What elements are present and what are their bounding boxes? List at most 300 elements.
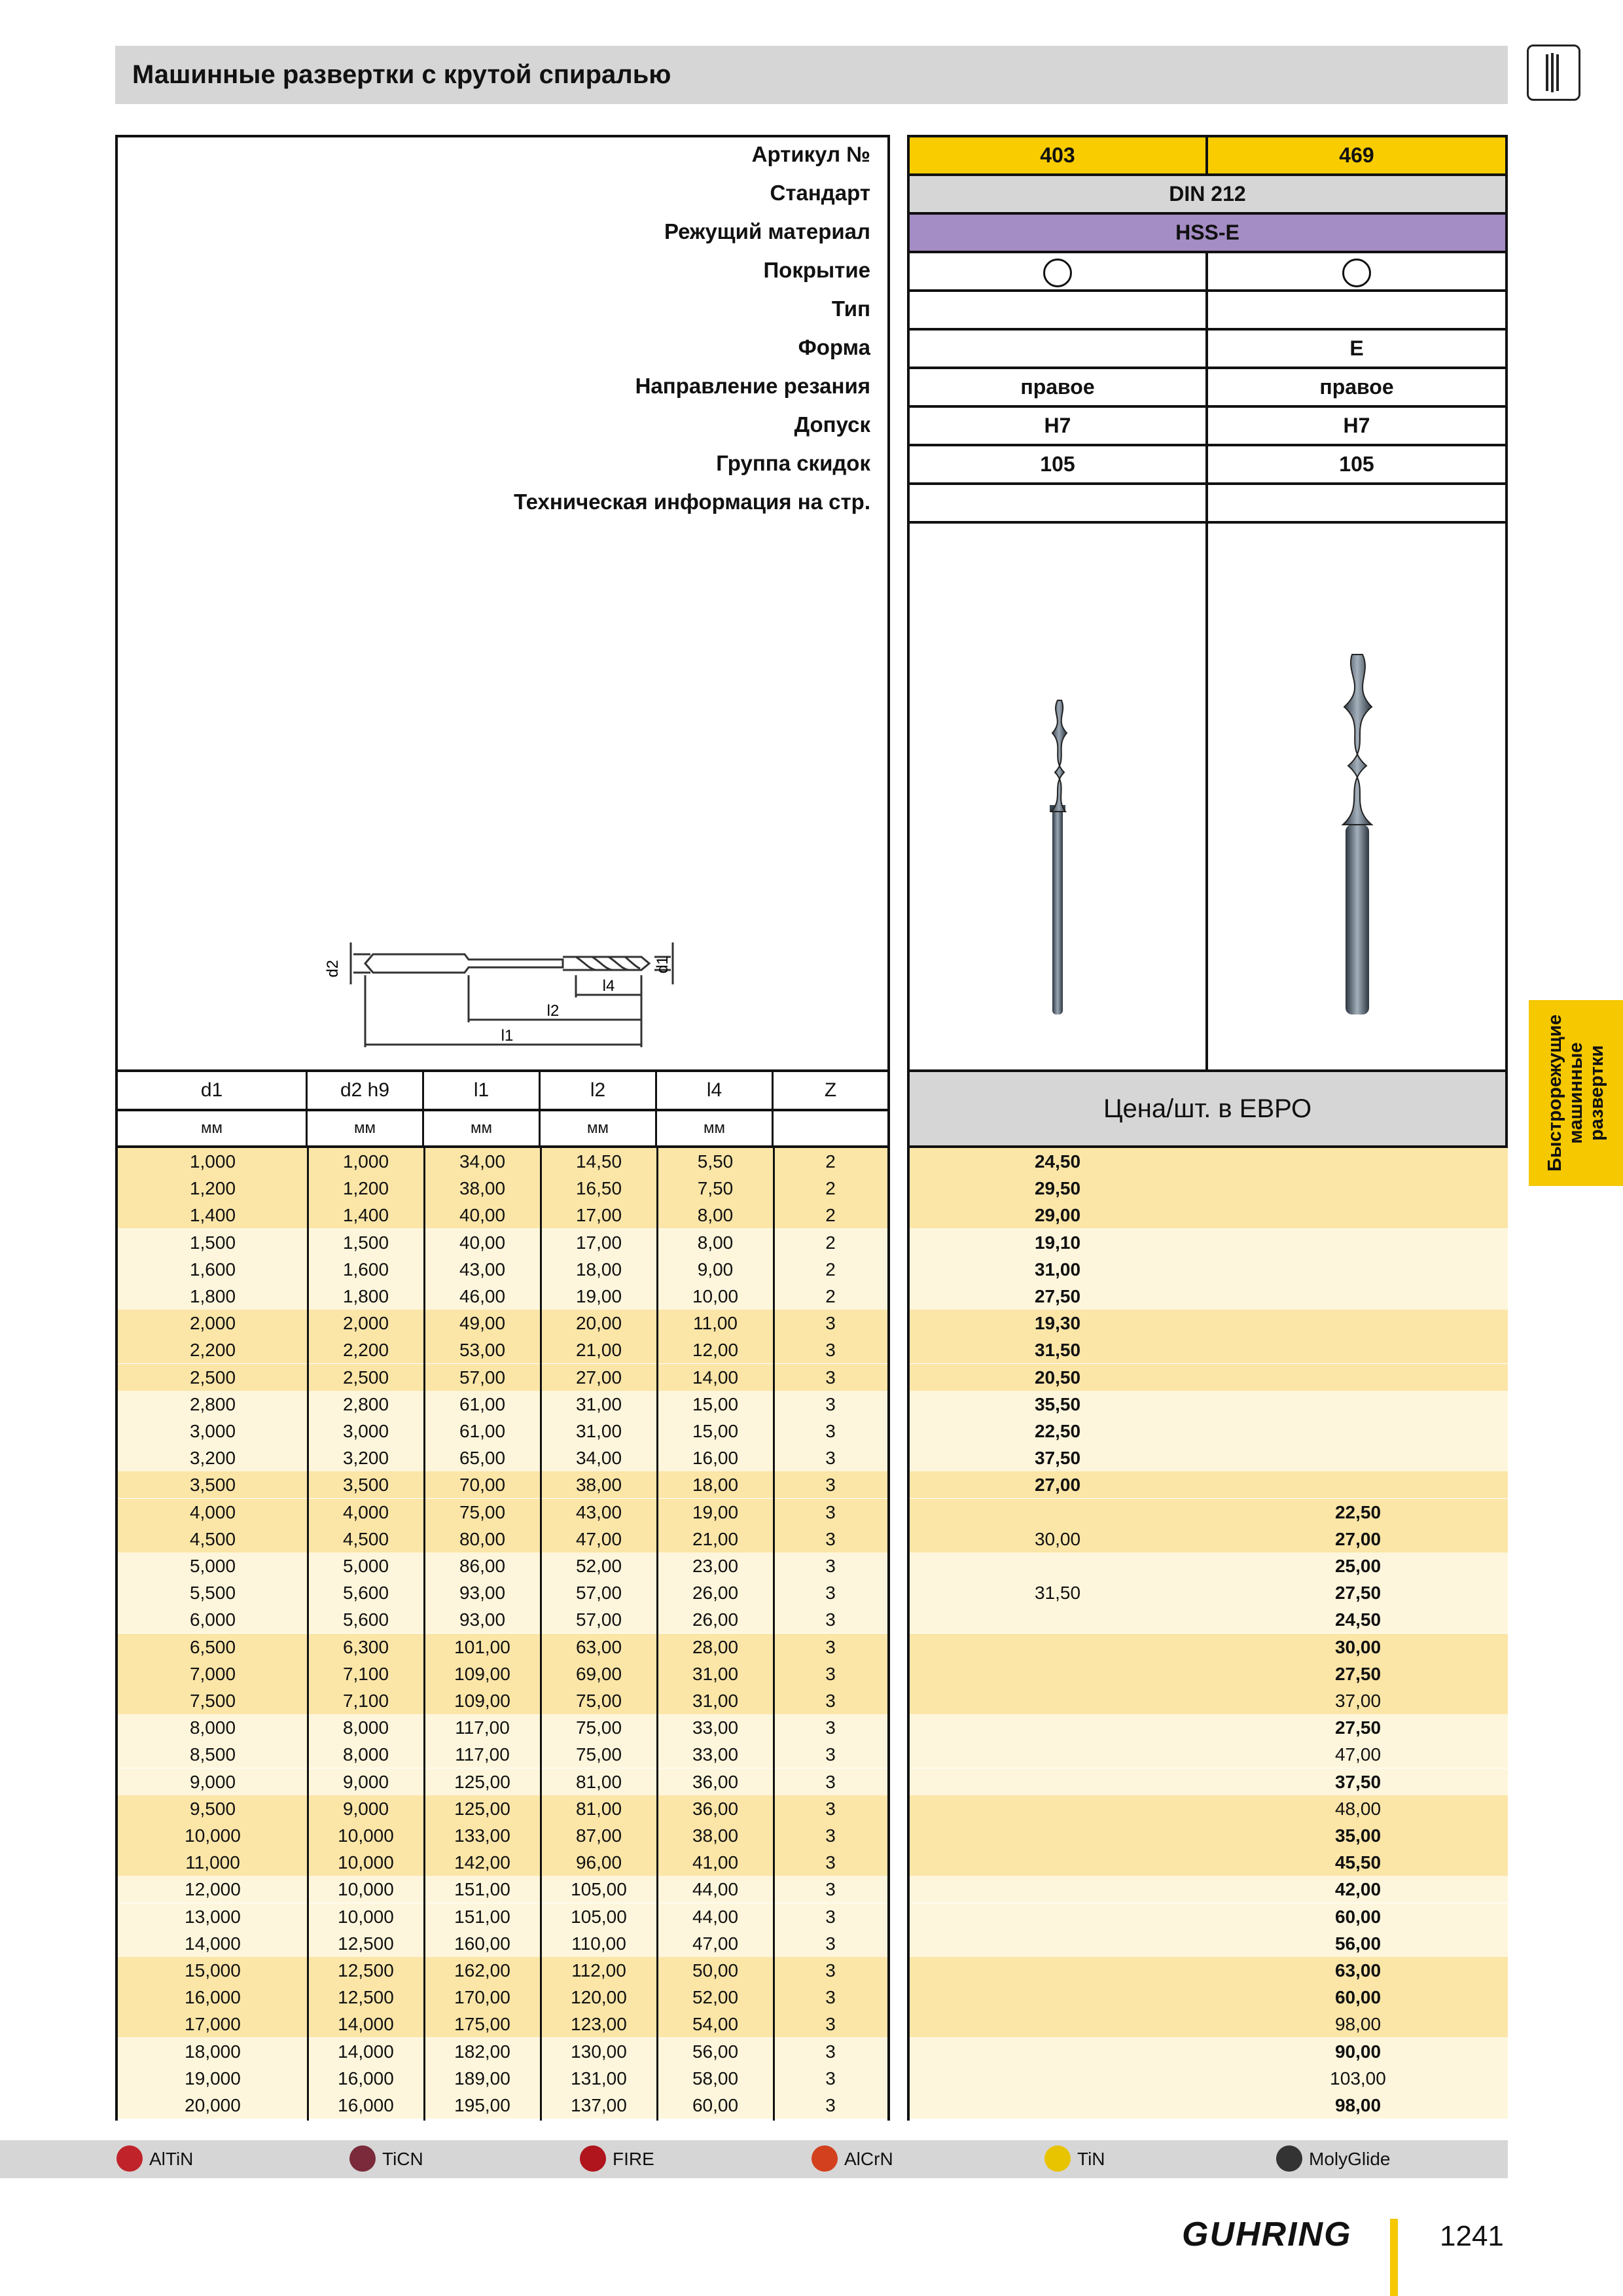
altin-coating-icon [116,2145,143,2172]
table-cell: 3,000 [342,1421,389,1441]
table-cell: 1,200 [189,1178,236,1199]
table-cell: 19,00 [575,1286,622,1306]
table-cell: 5,000 [342,1556,389,1576]
price-row [910,1202,1508,1229]
table-cell: 9,000 [342,1798,389,1819]
coating-legend-item [349,2140,546,2178]
table-cell: 3 [825,1852,836,1873]
param-label: Форма [798,335,870,359]
price-403 [910,2038,1205,2065]
table-cell: 3 [825,1313,836,1334]
price-403 [910,2065,1205,2092]
table-cell: 3,500 [342,1475,389,1496]
table-cell: 3 [825,1798,836,1819]
table-cell: 26,00 [692,1609,739,1630]
table-cell: 110,00 [571,1933,626,1954]
table-cell: 12,500 [338,1987,394,2008]
param-label: Тип [831,296,870,321]
table-cell: 31,00 [692,1691,739,1711]
price-469: 25,00 [1334,1556,1382,1576]
table-cell: 8,500 [189,1744,236,1765]
coating-label: TiCN [382,2149,423,2169]
ticn-coating-icon [349,2145,376,2172]
price-403 [910,1499,1205,1526]
price-469: 27,50 [1334,1717,1382,1738]
table-cell: 5,500 [189,1583,236,1604]
table-cell: 2,500 [342,1367,389,1388]
price-row [910,1768,1508,1795]
table-cell: 86,00 [459,1556,506,1576]
table-cell: 10,000 [338,1906,394,1927]
price-469 [1208,1175,1508,1202]
table-cell: 3 [825,1528,836,1549]
column-divider [656,1148,658,2121]
price-469 [1208,1310,1508,1336]
price-row [910,1552,1508,1579]
table-cell: 151,00 [454,1879,510,1900]
table-cell: 3 [825,2068,836,2089]
brand-divider [1390,2219,1398,2296]
table-cell: 61,00 [459,1393,506,1414]
table-cell: 11,00 [693,1313,738,1334]
article-403: 403 [907,135,1208,176]
table-cell: 7,100 [342,1663,389,1684]
price-row [910,1229,1508,1256]
table-cell: 3 [825,1393,836,1414]
alcrn-coating-icon [812,2145,838,2172]
price-469 [1208,1364,1508,1391]
table-cell: 27,00 [575,1367,622,1388]
table-cell: 123,00 [571,2014,627,2035]
table-cell: 16,50 [575,1178,622,1199]
table-cell: 31,00 [692,1663,739,1684]
price-row [910,1795,1508,1822]
table-cell: 19,00 [692,1501,739,1522]
price-row [910,1903,1508,1930]
price-469 [1208,1444,1508,1471]
spec-column-unit [774,1111,887,1145]
coating-legend-item [580,2140,776,2178]
spec-column-header: l4 [657,1072,774,1109]
table-cell: 38,00 [459,1178,506,1199]
table-cell: 1,600 [342,1259,389,1280]
spec-column-header: Z [824,1079,837,1101]
table-cell: 8,000 [189,1717,236,1738]
table-cell: 2 [825,1286,836,1306]
table-cell: 2,800 [189,1393,236,1414]
price-row [910,1579,1508,1606]
price-403 [910,1795,1205,1822]
table-cell: 131,00 [571,2068,627,2089]
table-cell: 2 [825,1259,836,1280]
table-cell: 5,50 [697,1151,734,1172]
param-label: Покрытие [763,258,870,282]
price-row [910,1526,1508,1552]
table-cell: 16,000 [338,2095,394,2115]
table-cell: 3 [825,1933,836,1954]
table-cell: 57,00 [575,1583,622,1604]
table-cell: 2 [825,1232,836,1253]
param-label: Артикул № [751,142,870,166]
book-icon [1527,45,1580,101]
price-403: 27,50 [1034,1286,1081,1306]
price-469: 42,00 [1334,1879,1382,1900]
price-403 [910,1930,1205,1957]
table-cell: 65,00 [459,1448,506,1469]
param-label: Режущий материал [664,219,870,243]
table-cell: 3 [825,1717,836,1738]
page-number: 1241 [1440,2220,1504,2252]
table-cell: 1,000 [342,1151,389,1172]
table-cell: 26,00 [692,1583,739,1604]
table-cell: 23,00 [692,1556,739,1576]
table-cell: 19,000 [185,2068,241,2089]
article-469: 469 [1205,135,1508,176]
price-469: 90,00 [1334,2041,1382,2062]
table-cell: 40,00 [459,1205,506,1226]
table-cell: 15,00 [692,1393,739,1414]
table-cell: 8,00 [697,1205,734,1226]
table-cell: 14,000 [338,2014,394,2035]
standard-cell: DIN 212 [907,173,1508,215]
param-label: Группа скидок [716,451,870,475]
table-cell: 10,000 [338,1825,394,1846]
table-cell: 13,000 [185,1906,241,1927]
tolerance-cell-469: H7 [1205,405,1508,446]
table-cell: 69,00 [575,1663,622,1684]
table-cell: 81,00 [575,1798,622,1819]
table-cell: 4,500 [189,1528,236,1549]
table-cell: 3 [825,1879,836,1900]
table-cell: 1,400 [189,1205,236,1226]
price-row [910,1418,1508,1444]
title-bar [115,46,1508,104]
coating-cell-403 [907,251,1208,292]
column-divider [423,1148,425,2121]
table-cell: 125,00 [454,1771,510,1792]
table-cell: 6,500 [189,1636,236,1657]
price-403 [910,1984,1205,2011]
table-cell: 8,000 [342,1744,389,1765]
price-row [910,1175,1508,1202]
table-cell: 10,000 [185,1825,241,1846]
brand-logo: GUHRING [1182,2215,1352,2253]
table-cell: 109,00 [454,1691,510,1711]
price-row [910,1849,1508,1876]
table-cell: 17,00 [575,1205,622,1226]
price-row [910,1283,1508,1310]
table-cell: 41,00 [692,1852,739,1873]
table-cell: 12,00 [692,1340,739,1361]
spec-column-header: l1 [424,1072,541,1109]
price-403: 29,50 [1034,1178,1081,1199]
table-cell: 5,000 [189,1556,236,1576]
table-cell: 10,00 [692,1286,739,1306]
table-cell: 15,00 [692,1421,739,1441]
price-469: 24,50 [1334,1609,1382,1630]
table-cell: 93,00 [459,1609,506,1630]
table-cell: 3,500 [189,1475,236,1496]
table-cell: 43,00 [575,1501,622,1522]
table-cell: 33,00 [692,1717,739,1738]
price-469: 22,50 [1334,1501,1382,1522]
table-left-border [115,1148,118,2121]
table-cell: 36,00 [692,1798,739,1819]
price-403: 30,00 [1034,1528,1081,1549]
table-cell: 87,00 [575,1825,622,1846]
table-cell: 16,00 [692,1448,739,1469]
form-cell-403 [907,328,1208,369]
price-469: 27,50 [1334,1583,1382,1604]
spec-column-header: d1 [118,1072,308,1109]
section-tab-label: Быстрорежущие машинные развертки [1544,1014,1607,1172]
table-cell: 101,00 [454,1636,510,1657]
table-cell: 63,00 [575,1636,622,1657]
table-cell: 10,000 [338,1879,394,1900]
table-cell: 34,00 [459,1151,506,1172]
param-label: Техническая информация на стр. [514,490,870,514]
reamer-dimension-drawing [324,916,694,1067]
price-403 [910,1634,1205,1660]
table-cell: 3 [825,1501,836,1522]
coating-label: AlCrN [844,2149,893,2169]
table-cell: 3 [825,2095,836,2115]
price-469: 98,00 [1334,2014,1382,2035]
table-cell: 3,000 [189,1421,236,1441]
table-cell: 3 [825,1609,836,1630]
table-cell: 2 [825,1151,836,1172]
table-cell: 2 [825,1178,836,1199]
table-cell: 38,00 [692,1825,739,1846]
table-cell: 12,500 [338,1933,394,1954]
table-cell: 1,000 [189,1151,236,1172]
price-row [910,2038,1508,2065]
table-cell: 4,500 [342,1528,389,1549]
price-403 [910,1768,1205,1795]
price-469: 27,50 [1334,1663,1382,1684]
price-row [910,1256,1508,1283]
table-cell: 18,000 [185,2041,241,2062]
table-cell: 44,00 [692,1879,739,1900]
table-cell: 3 [825,1906,836,1927]
table-cell: 14,000 [185,1933,241,1954]
table-cell: 75,00 [575,1717,622,1738]
type-cell-469 [1205,289,1508,331]
table-cell: 9,000 [342,1771,389,1792]
table-cell: 3 [825,2014,836,2035]
column-divider [773,1148,775,2121]
price-469: 47,00 [1334,1744,1382,1765]
price-row [910,1634,1508,1660]
price-403 [910,1714,1205,1741]
table-cell: 3 [825,1771,836,1792]
spec-column-header: d2 h9 [308,1072,424,1109]
table-cell: 7,100 [342,1691,389,1711]
price-403 [910,1606,1205,1633]
table-cell: 16,000 [338,2068,394,2089]
table-cell: 6,000 [189,1609,236,1630]
price-403: 31,50 [1034,1583,1081,1604]
tolerance-cell-403: H7 [907,405,1208,446]
coating-legend-item [116,2140,313,2178]
price-row [910,1957,1508,1984]
param-label: Допуск [794,412,870,437]
table-cell: 17,000 [185,2014,241,2035]
price-403: 31,00 [1034,1259,1081,1280]
price-469 [1208,1256,1508,1283]
price-403: 19,10 [1034,1232,1081,1253]
table-cell: 20,000 [185,2095,241,2115]
material-cell: HSS-E [907,212,1508,253]
price-403 [910,1849,1205,1876]
direction-cell-469: правое [1205,367,1508,408]
param-label: Стандарт [770,181,870,205]
table-cell: 46,00 [459,1286,506,1306]
table-cell: 93,00 [459,1583,506,1604]
table-cell: 182,00 [454,2041,510,2062]
techinfo-cell-469 [1205,482,1508,524]
table-cell: 4,000 [189,1501,236,1522]
param-label: Направление резания [635,374,870,398]
price-403 [910,1957,1205,1984]
table-cell: 53,00 [459,1340,506,1361]
table-cell: 34,00 [575,1448,622,1469]
coating-legend-item [1044,2140,1241,2178]
table-cell: 14,50 [575,1151,622,1172]
price-469 [1208,1471,1508,1498]
price-469: 56,00 [1334,1933,1382,1954]
table-cell: 18,00 [692,1475,739,1496]
spec-column-header: l2 [541,1072,657,1109]
price-row [910,2011,1508,2037]
table-cell: 81,00 [575,1771,622,1792]
table-cell: 3 [825,1340,836,1361]
table-cell: 130,00 [571,2041,627,2062]
table-cell: 2,200 [342,1340,389,1361]
column-divider [540,1148,542,2121]
table-cell: 1,200 [342,1178,389,1199]
price-469 [1208,1336,1508,1363]
price-469: 63,00 [1334,1960,1382,1981]
table-cell: 60,00 [692,2095,739,2115]
table-cell: 36,00 [692,1771,739,1792]
price-469: 30,00 [1334,1636,1382,1657]
price-469: 103,00 [1330,2068,1386,2089]
section-tab[interactable] [1529,1000,1623,1186]
price-header: Цена/шт. в ЕВРО [907,1069,1508,1148]
table-cell: 125,00 [454,1798,510,1819]
table-cell: 5,600 [342,1583,389,1604]
table-cell: 1,500 [342,1232,389,1253]
form-cell-469: E [1205,328,1508,369]
table-cell: 12,000 [185,1879,241,1900]
price-469: 27,00 [1334,1528,1382,1549]
table-cell: 3 [825,1583,836,1604]
table-cell: 20,00 [575,1313,622,1334]
price-row [910,1148,1508,1175]
table-cell: 3 [825,2041,836,2062]
uncoated-circle-icon [1043,259,1072,287]
price-row [910,1687,1508,1714]
price-row [910,1822,1508,1849]
table-cell: 175,00 [454,2014,510,2035]
table-cell: 43,00 [459,1259,506,1280]
table-cell: 3 [825,1825,836,1846]
table-cell: 1,600 [189,1259,236,1280]
discount-cell-469: 105 [1205,444,1508,485]
price-row [910,1984,1508,2011]
price-403 [910,1741,1205,1768]
table-cell: 12,500 [338,1960,394,1981]
price-469: 98,00 [1334,2095,1382,2115]
price-469 [1208,1202,1508,1229]
spec-column-unit: мм [657,1111,774,1145]
table-cell: 18,00 [575,1259,622,1280]
coating-legend [0,2140,1508,2178]
table-cell: 1,800 [342,1286,389,1306]
table-cell: 47,00 [692,1933,739,1954]
price-469 [1208,1283,1508,1310]
table-cell: 75,00 [575,1744,622,1765]
price-469 [1208,1418,1508,1444]
molyglide-coating-icon [1276,2145,1302,2172]
table-cell: 133,00 [454,1825,510,1846]
table-cell: 3 [825,1448,836,1469]
table-mid-border [887,1148,890,2121]
table-cell: 3 [825,1691,836,1711]
type-cell-403 [907,289,1208,331]
table-cell: 7,000 [189,1663,236,1684]
table-cell: 6,300 [342,1636,389,1657]
table-cell: 9,00 [697,1259,734,1280]
price-469: 48,00 [1334,1798,1382,1819]
table-cell: 3 [825,1556,836,1576]
table-cell: 52,00 [692,1987,739,2008]
table-cell: 109,00 [454,1663,510,1684]
price-403: 37,50 [1034,1448,1081,1469]
price-row [910,1499,1508,1526]
table-cell: 96,00 [575,1852,622,1873]
table-cell: 3 [825,1987,836,2008]
price-469: 35,00 [1334,1825,1382,1846]
table-cell: 117,00 [455,1717,510,1738]
table-cell: 8,00 [697,1232,734,1253]
column-divider [307,1148,309,2121]
table-cell: 10,000 [338,1852,394,1873]
price-403 [910,1876,1205,1903]
table-cell: 3 [825,1367,836,1388]
l2-label: l2 [546,1002,560,1020]
table-cell: 70,00 [459,1475,506,1496]
table-cell: 2 [825,1205,836,1226]
spec-column-unit: мм [541,1111,657,1145]
price-row [910,1606,1508,1633]
table-cell: 142,00 [454,1852,510,1873]
price-403 [910,2011,1205,2037]
table-cell: 52,00 [575,1556,622,1576]
table-cell: 3 [825,1475,836,1496]
table-cell: 57,00 [459,1367,506,1388]
coating-cell-469 [1205,251,1508,292]
price-403 [910,2092,1205,2119]
price-row [910,1930,1508,1957]
table-cell: 9,000 [189,1771,236,1792]
table-cell: 2,000 [342,1313,389,1334]
price-469: 37,00 [1334,1691,1382,1711]
image-cell-469 [1205,521,1508,1072]
price-row [910,1364,1508,1391]
table-cell: 14,000 [338,2041,394,2062]
